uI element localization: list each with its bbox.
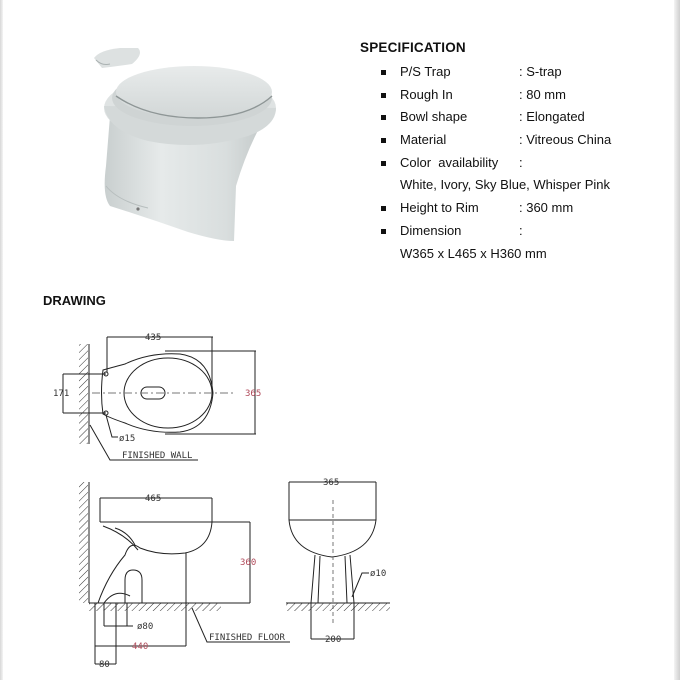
dim-bolt-spacing: 171 <box>53 389 70 399</box>
dim-bolt-diameter: ø15 <box>119 434 136 444</box>
dim-top-width: 365 <box>245 389 262 399</box>
spec-label: Height to Rim <box>400 200 479 216</box>
spec-value: : <box>519 222 523 238</box>
dim-side-length: 465 <box>145 494 162 504</box>
spec-label: Bowl shape <box>400 109 468 125</box>
spec-value: : <box>519 154 523 170</box>
label-finished-floor: FINISHED FLOOR <box>209 633 285 643</box>
dim-floor-length: 440 <box>132 642 149 652</box>
spec-value: : S-trap <box>519 64 562 79</box>
spec-value: : 360 mm <box>519 200 574 216</box>
spec-label: Dimension <box>400 222 462 238</box>
label-finished-wall: FINISHED WALL <box>122 451 193 461</box>
dim-front-bolt: ø10 <box>370 569 387 579</box>
dim-front-width: 365 <box>323 478 340 488</box>
spec-label: Material <box>400 132 447 148</box>
dim-rough-in: 80 <box>99 660 110 670</box>
spec-label: Rough In <box>400 86 453 102</box>
spec-label: Color availability <box>400 154 499 170</box>
spec-value: : Elongated <box>519 109 585 125</box>
dim-base-width: 200 <box>325 635 342 645</box>
spec-value: : 80 mm <box>519 86 566 102</box>
spec-continuation: White, Ivory, Sky Blue, Whisper Pink <box>400 177 610 193</box>
front-view <box>286 482 390 639</box>
dim-outlet-diameter: ø80 <box>137 622 154 632</box>
spec-continuation: W365 x L465 x H360 mm <box>400 245 547 261</box>
dim-height: 360 <box>240 558 257 568</box>
dim-top-length: 435 <box>145 333 162 343</box>
drawing-title: DRAWING <box>43 293 106 308</box>
spec-value: : Vitreous China <box>519 132 612 148</box>
spec-label: P/S Trap <box>400 64 451 79</box>
spec-title: SPECIFICATION <box>360 40 466 55</box>
top-view <box>63 337 256 460</box>
